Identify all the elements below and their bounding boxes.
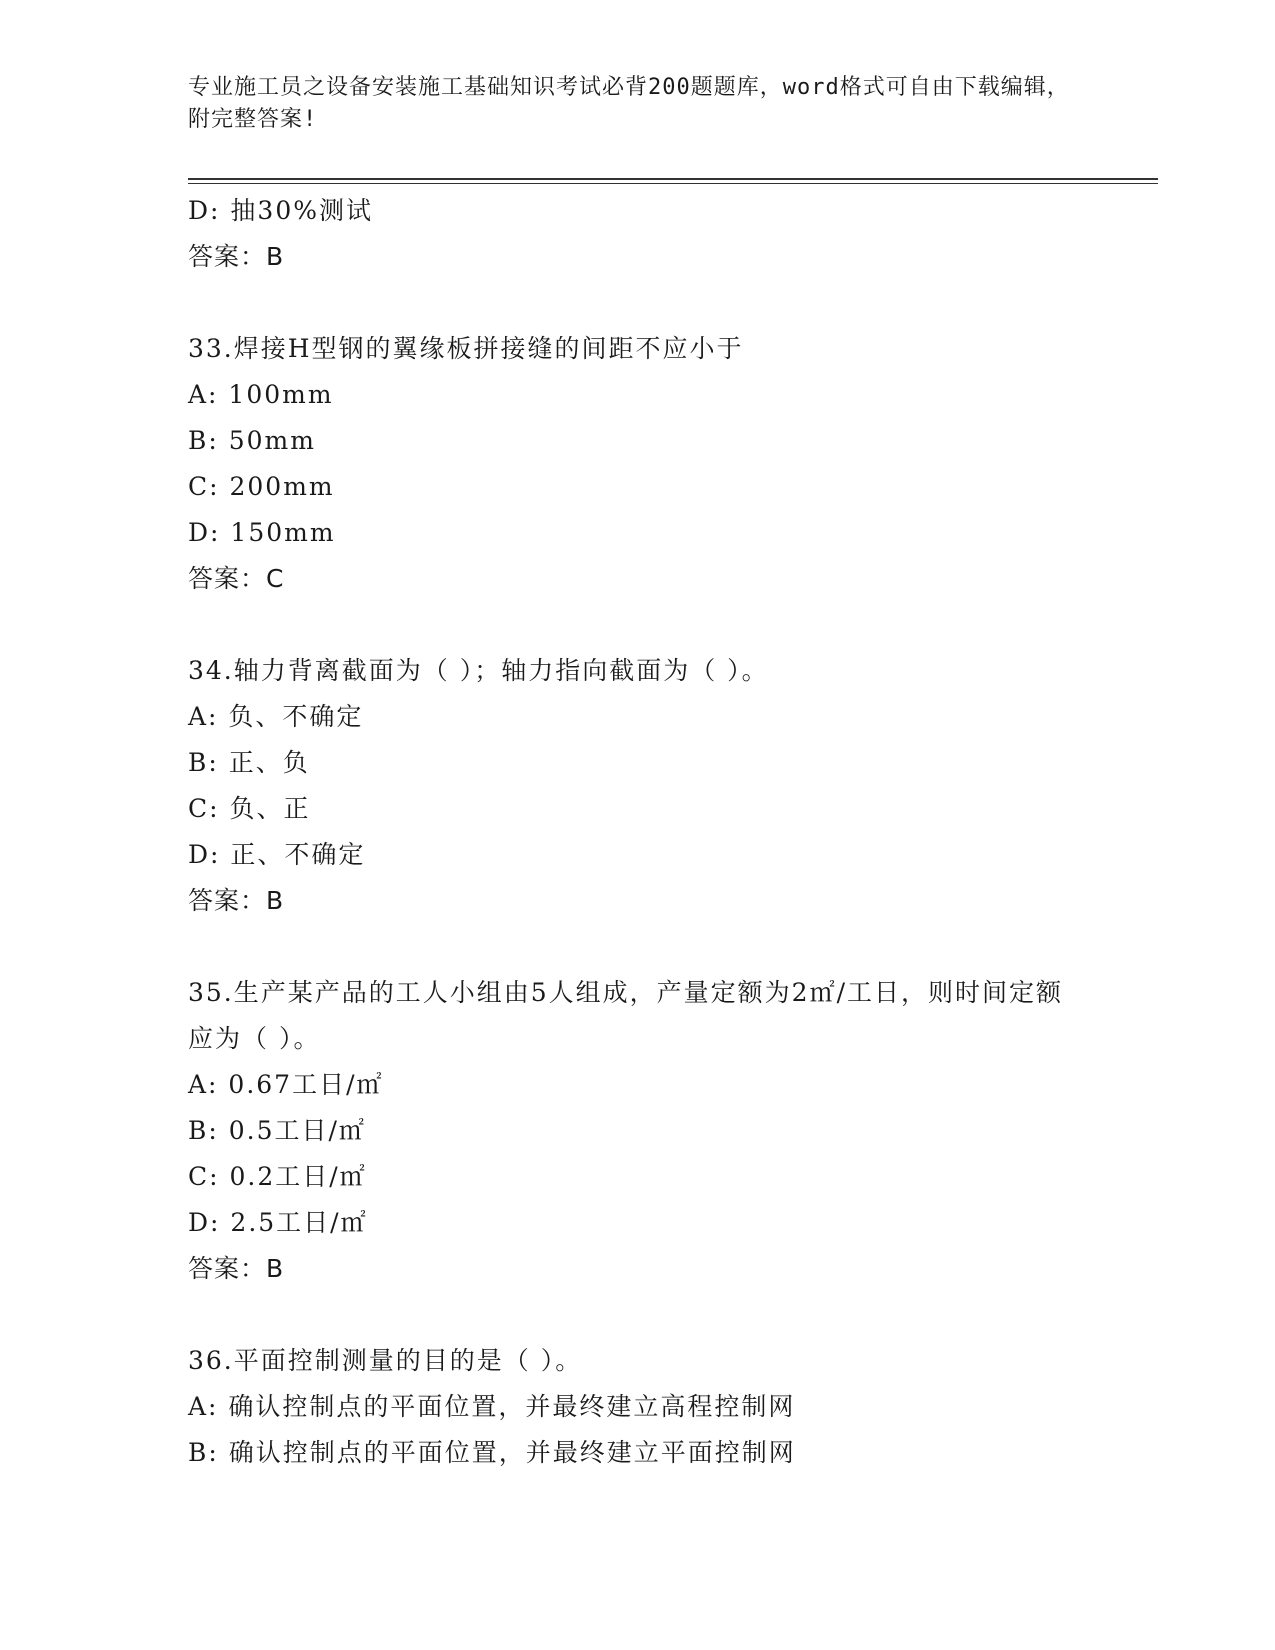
header-divider-thin bbox=[188, 183, 1158, 184]
option-d: D: 抽30%测试 bbox=[188, 196, 373, 225]
option-a: A: 负、不确定 bbox=[188, 702, 364, 731]
spacer bbox=[188, 602, 1148, 648]
option-b: B: 0.5工日/㎡ bbox=[188, 1116, 366, 1145]
spacer bbox=[188, 1292, 1148, 1338]
option-d: D: 2.5工日/㎡ bbox=[188, 1208, 368, 1237]
question-list bbox=[188, 188, 1148, 1476]
question-35 bbox=[188, 970, 1148, 1292]
question-stem: 33.焊接H型钢的翼缘板拼接缝的间距不应小于 bbox=[188, 334, 744, 363]
option-a: A: 0.67工日/㎡ bbox=[188, 1070, 384, 1099]
option-d: D: 正、不确定 bbox=[188, 840, 366, 869]
document-header bbox=[188, 72, 1088, 136]
option-b: B: 确认控制点的平面位置，并最终建立平面控制网 bbox=[188, 1438, 796, 1467]
header-divider bbox=[188, 178, 1158, 180]
question-stem: 35.生产某产品的工人小组由5人组成，产量定额为2㎡/工日，则时间定额应为（ ）。 bbox=[188, 978, 1063, 1053]
spacer bbox=[188, 280, 1148, 326]
option-d: D: 150mm bbox=[188, 518, 336, 547]
answer: 答案：C bbox=[188, 564, 285, 593]
question-stem: 34.轴力背离截面为（ ）；轴力指向截面为（ ）。 bbox=[188, 656, 769, 685]
option-b: B: 正、负 bbox=[188, 748, 310, 777]
answer: 答案：B bbox=[188, 1254, 285, 1283]
option-c: C: 0.2工日/㎡ bbox=[188, 1162, 367, 1191]
option-c: C: 200mm bbox=[188, 472, 335, 501]
spacer bbox=[188, 924, 1148, 970]
question-stem: 36.平面控制测量的目的是（ ）。 bbox=[188, 1346, 583, 1375]
option-b: B: 50mm bbox=[188, 426, 316, 455]
header-title: 专业施工员之设备安装施工基础知识考试必背200题题库，word格式可自由下载编辑，附完整答案! bbox=[188, 75, 1070, 132]
option-a: A: 确认控制点的平面位置，并最终建立高程控制网 bbox=[188, 1392, 796, 1421]
option-c: C: 负、正 bbox=[188, 794, 311, 823]
question-34 bbox=[188, 648, 1148, 924]
answer: 答案：B bbox=[188, 886, 285, 915]
question-36 bbox=[188, 1338, 1148, 1476]
option-a: A: 100mm bbox=[188, 380, 334, 409]
question-33 bbox=[188, 326, 1148, 602]
answer: 答案：B bbox=[188, 242, 285, 271]
